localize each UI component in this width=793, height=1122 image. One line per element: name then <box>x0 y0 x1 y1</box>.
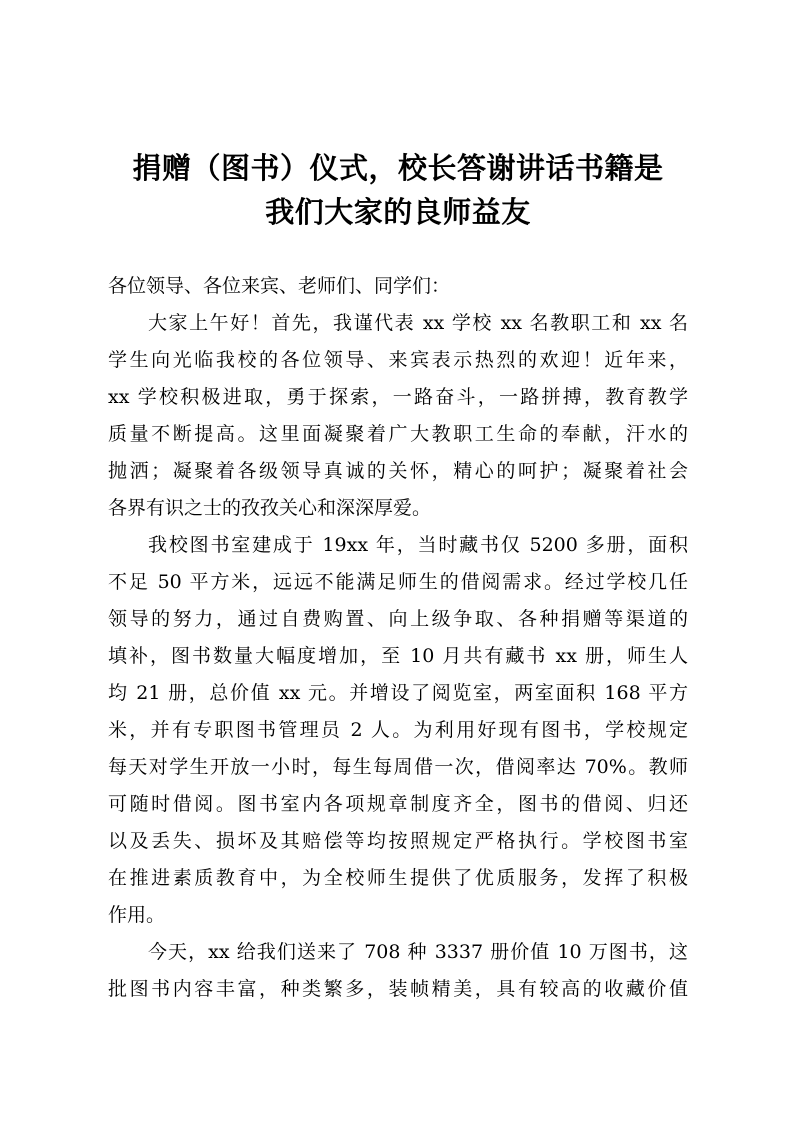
document-title <box>100 146 696 234</box>
paragraph-line: 我校图书室建成于 19xx 年，当时藏书仅 5200 多册，面积 <box>148 534 688 556</box>
paragraph-line: 领导的努力，通过自费购置、向上级争取、各种捐赠等渠道的 <box>108 608 688 630</box>
paragraph-line: 均 21 册，总价值 xx 元。并增设了阅览室，两室面积 168 平方 <box>108 682 688 704</box>
paragraph-line: 填补，图书数量大幅度增加，至 10 月共有藏书 xx 册，师生人 <box>108 645 688 667</box>
title-line-2: 我们大家的良师益友 <box>265 195 531 229</box>
paragraph-line: 不足 50 平方米，远远不能满足师生的借阅需求。经过学校几任 <box>108 571 688 593</box>
document-body <box>108 268 688 1008</box>
paragraph-line: 学生向光临我校的各位领导、来宾表示热烈的欢迎！近年来， <box>108 349 688 371</box>
paragraph-1 <box>108 305 688 527</box>
paragraph-line: 今天，xx 给我们送来了 708 种 3337 册价值 10 万图书，这 <box>148 941 688 963</box>
paragraph-line: 每天对学生开放一小时，每生每周借一次，借阅率达 70%。教师 <box>108 756 688 778</box>
paragraph-line: 可随时借阅。图书室内各项规章制度齐全，图书的借阅、归还 <box>108 793 688 815</box>
paragraph-line: 以及丢失、损坏及其赔偿等均按照规定严格执行。学校图书室 <box>108 830 688 852</box>
paragraph-line: 米，并有专职图书管理员 2 人。为利用好现有图书，学校规定 <box>108 719 688 741</box>
title-line-1: 捐赠（图书）仪式，校长答谢讲话书籍是 <box>132 151 664 185</box>
paragraph-line: 在推进素质教育中，为全校师生提供了优质服务，发挥了积极 <box>108 867 688 889</box>
paragraph-2 <box>108 527 688 934</box>
paragraph-line: 质量不断提高。这里面凝聚着广大教职工生命的奉献，汗水的 <box>108 423 688 445</box>
salutation: 各位领导、各位来宾、老师们、同学们： <box>108 275 451 297</box>
paragraph-line: xx 学校积极进取，勇于探索，一路奋斗，一路拼搏，教育教学 <box>108 386 688 408</box>
paragraph-line: 各界有识之士的孜孜关心和深深厚爱。 <box>108 497 432 519</box>
paragraph-line: 抛洒；凝聚着各级领导真诚的关怀，精心的呵护；凝聚着社会 <box>108 460 688 482</box>
paragraph-line: 批图书内容丰富，种类繁多，装帧精美，具有较高的收藏价值 <box>108 978 688 1000</box>
paragraph-3 <box>108 934 688 1008</box>
paragraph-line: 大家上午好！首先，我谨代表 xx 学校 xx 名教职工和 xx 名 <box>148 312 688 334</box>
paragraph-line: 作用。 <box>108 904 166 926</box>
